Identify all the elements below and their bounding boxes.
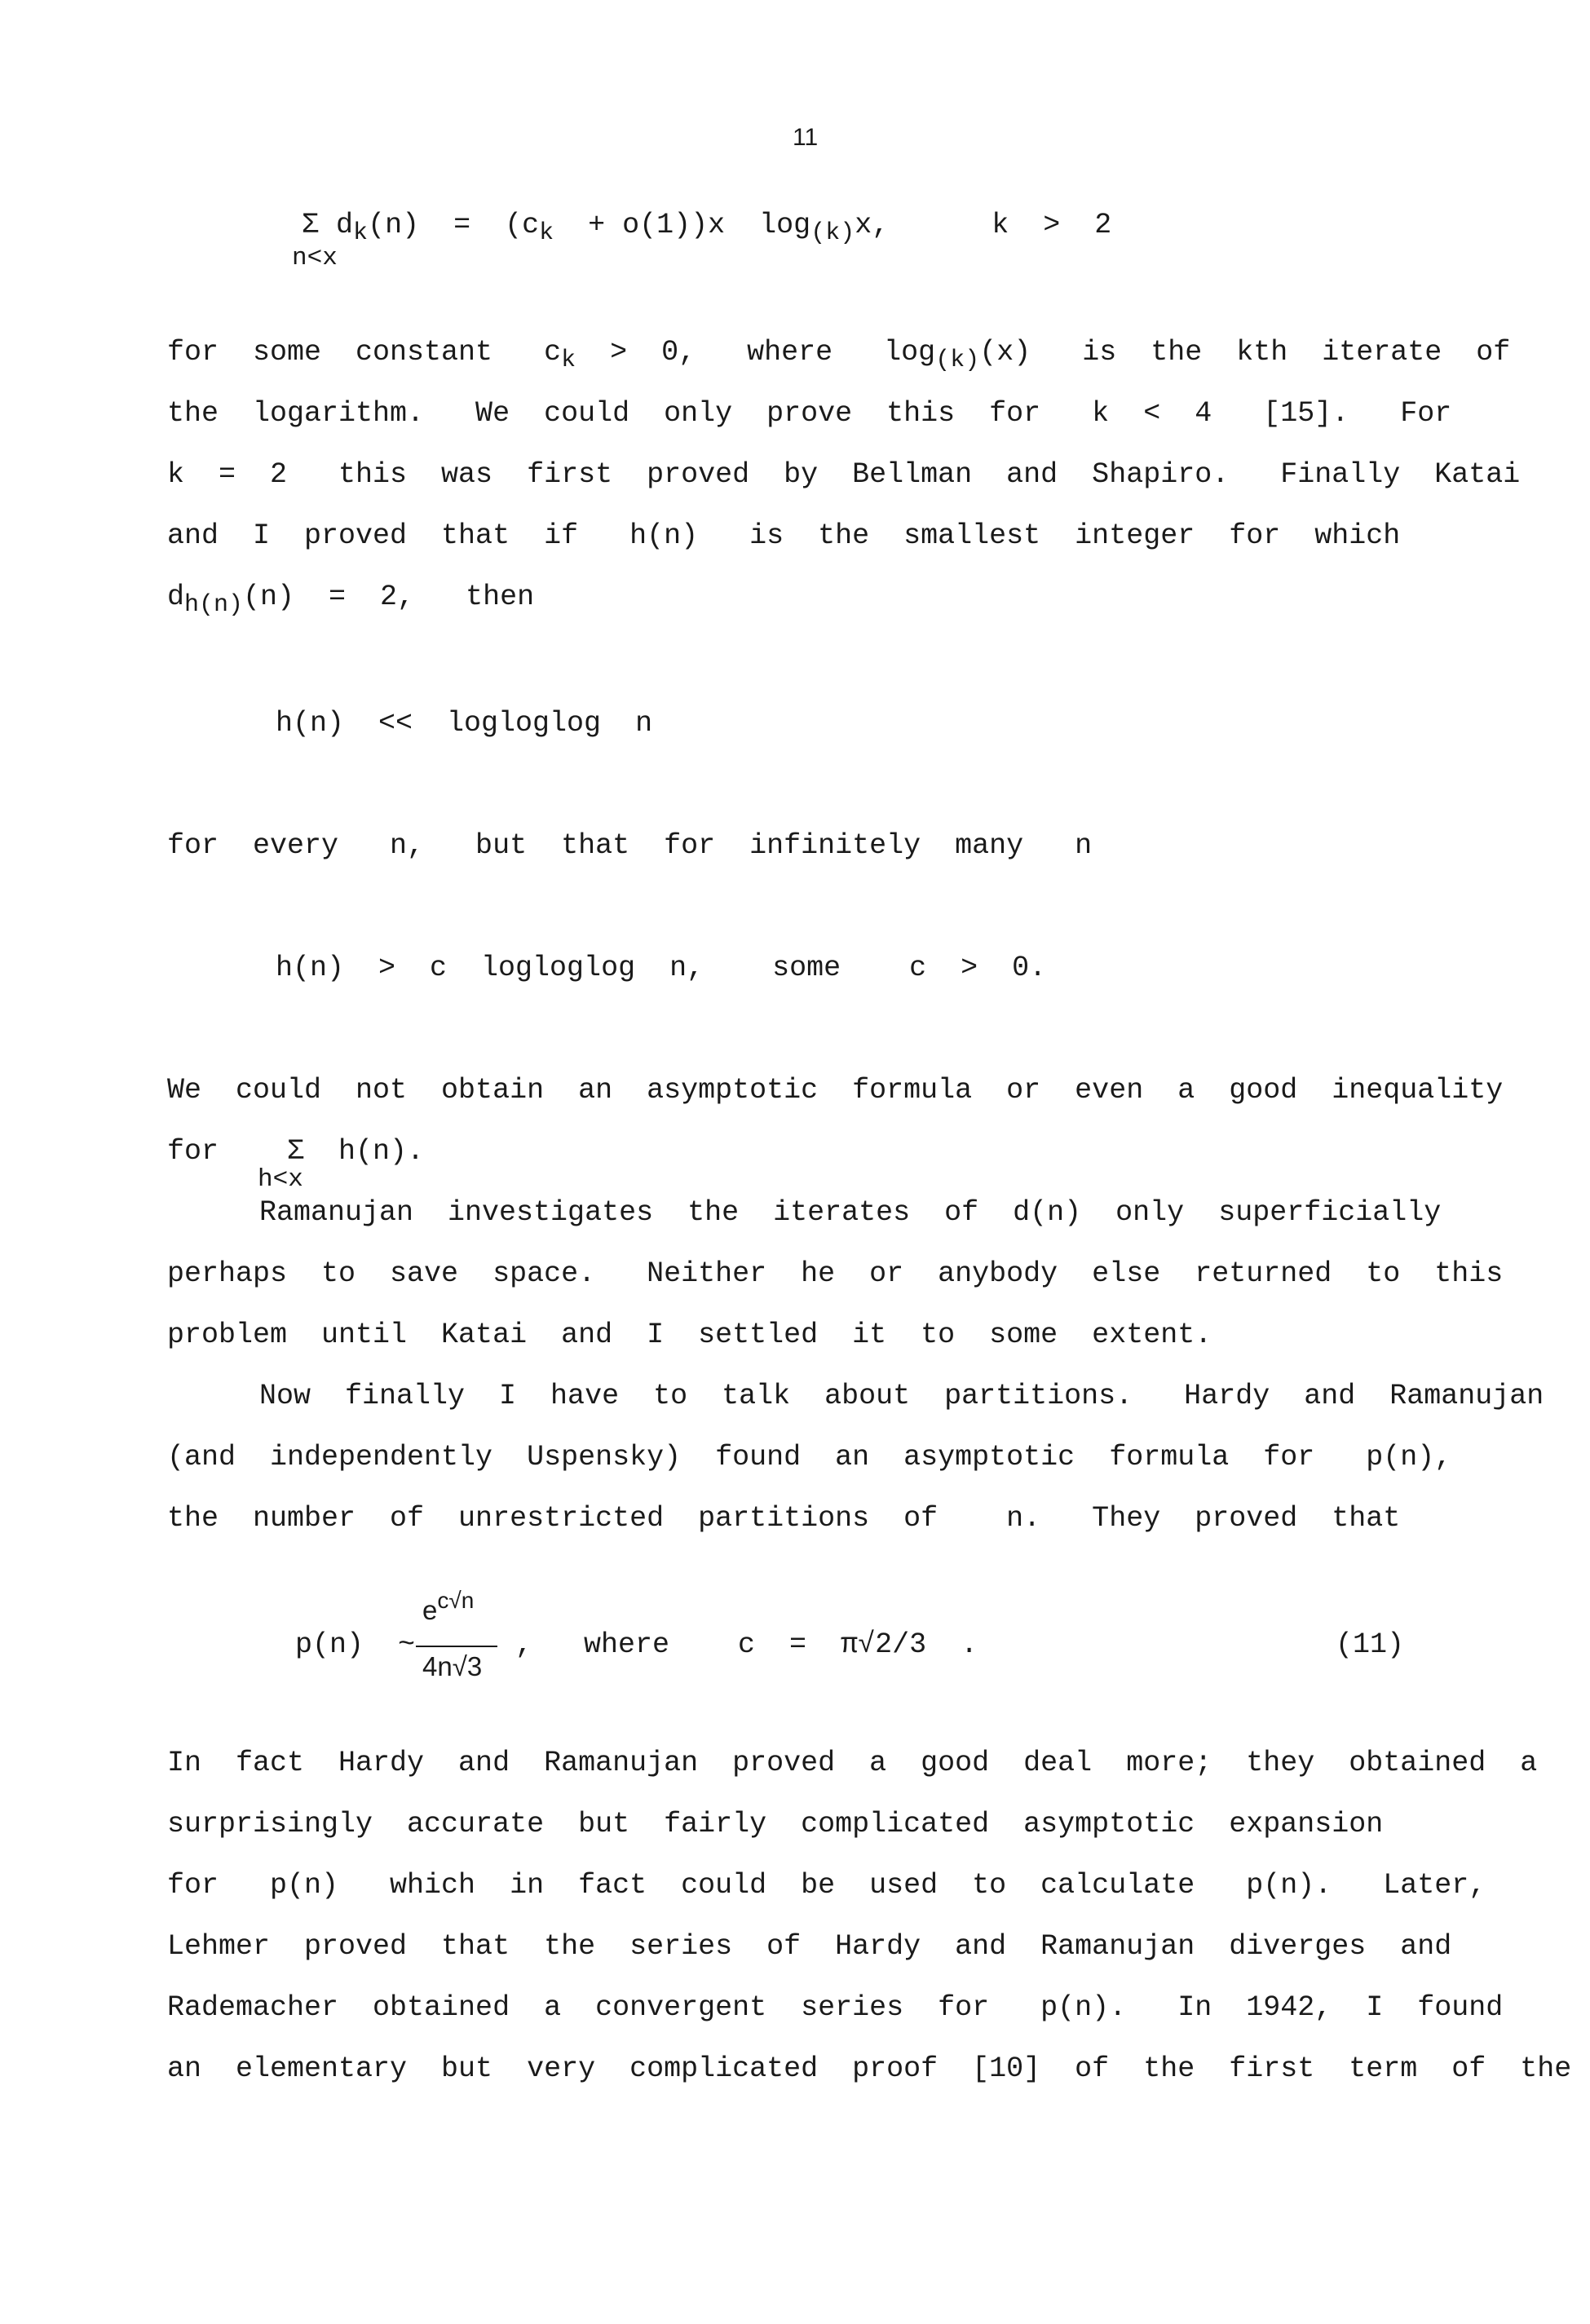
para5-line1: In fact Hardy and Ramanujan proved a good deal more; they obtained a [167, 1747, 1538, 1779]
para4-line1: Now finally I have to talk about partitions. Hardy and Ramanujan [259, 1380, 1544, 1412]
eq-tail: x, k > 2 [855, 209, 1112, 241]
sigma-symbol: Σ [302, 209, 320, 241]
para3-line1: Ramanujan investigates the iterates of d(n) only superficially [259, 1196, 1442, 1229]
para5-line3: for p(n) which in fact could be used to calculate p(n). Later, [167, 1869, 1486, 1902]
equation-sum-dk [302, 209, 1112, 247]
eq11-number: (11) [1336, 1628, 1405, 1661]
equation-h-upper: h(n) << logloglog n [276, 707, 653, 740]
para5-line5: Rademacher obtained a convergent series for p(n). In 1942, I found [167, 1991, 1504, 2024]
para1-line1: for some constant $c_k > 0$, where $\log_{(k)}(x)$ is the kth iterate of [167, 336, 1511, 374]
line-for-every: for every n, but that for infinitely many n [167, 829, 1093, 862]
page-number: 11 [793, 124, 819, 151]
eq11-fraction-bar [416, 1646, 497, 1647]
eq11-denominator: 4n√3 [422, 1651, 483, 1681]
eq-ck-sub: k [539, 219, 554, 247]
para1-line2: the logarithm. We could only prove this for k < 4 [15]. For [167, 397, 1452, 430]
eq11-where: , where c = π√2/3 . [515, 1628, 978, 1661]
para4-line3: the number of unrestricted partitions of n. They proved that [167, 1502, 1401, 1535]
equation-h-lower: h(n) > c logloglog n, some c > 0. [276, 952, 1047, 984]
para2-line2: for Σ h(n). [167, 1135, 425, 1168]
para3-line3: problem until Katai and I settled it to some extent. [167, 1319, 1212, 1351]
para4-line2: (and independently Uspensky) found an asymptotic formula for p(n), [167, 1441, 1452, 1473]
para5-line6: an elementary but very complicated proof [10] of the first term of the [167, 2052, 1572, 2085]
para1-line5: $d_{h(n)}(n) = 2$, then [167, 581, 535, 619]
para5-line4: Lehmer proved that the series of Hardy and Ramanujan diverges and [167, 1930, 1452, 1963]
para2-line1: We could not obtain an asymptotic formula or even a good inequality [167, 1074, 1504, 1107]
eq11-lhs: p(n) ~ [295, 1628, 416, 1661]
sum-index-nx: n<x [292, 244, 338, 272]
eq11-exponent: c√n [437, 1588, 475, 1613]
para5-line2: surprisingly accurate but fairly complicated asymptotic expansion [167, 1808, 1384, 1840]
eq-k-sub: k [353, 219, 369, 247]
para1-line4: and I proved that if h(n) is the smallest integer for which [167, 519, 1401, 552]
eq-d: d [336, 209, 354, 241]
eq11-numerator: $e^{c√n}$ [422, 1588, 475, 1625]
eq-left: (n) = (c [368, 209, 540, 241]
eq-mid: + o(1))x log [554, 209, 811, 241]
para3-line2: perhaps to save space. Neither he or anybody else returned to this [167, 1257, 1504, 1290]
eq-logk-sub: (k) [810, 219, 855, 247]
para1-line3: k = 2 this was first proved by Bellman and Shapiro. Finally Katai [167, 458, 1521, 491]
sum-index-hx: h<x [258, 1165, 303, 1194]
